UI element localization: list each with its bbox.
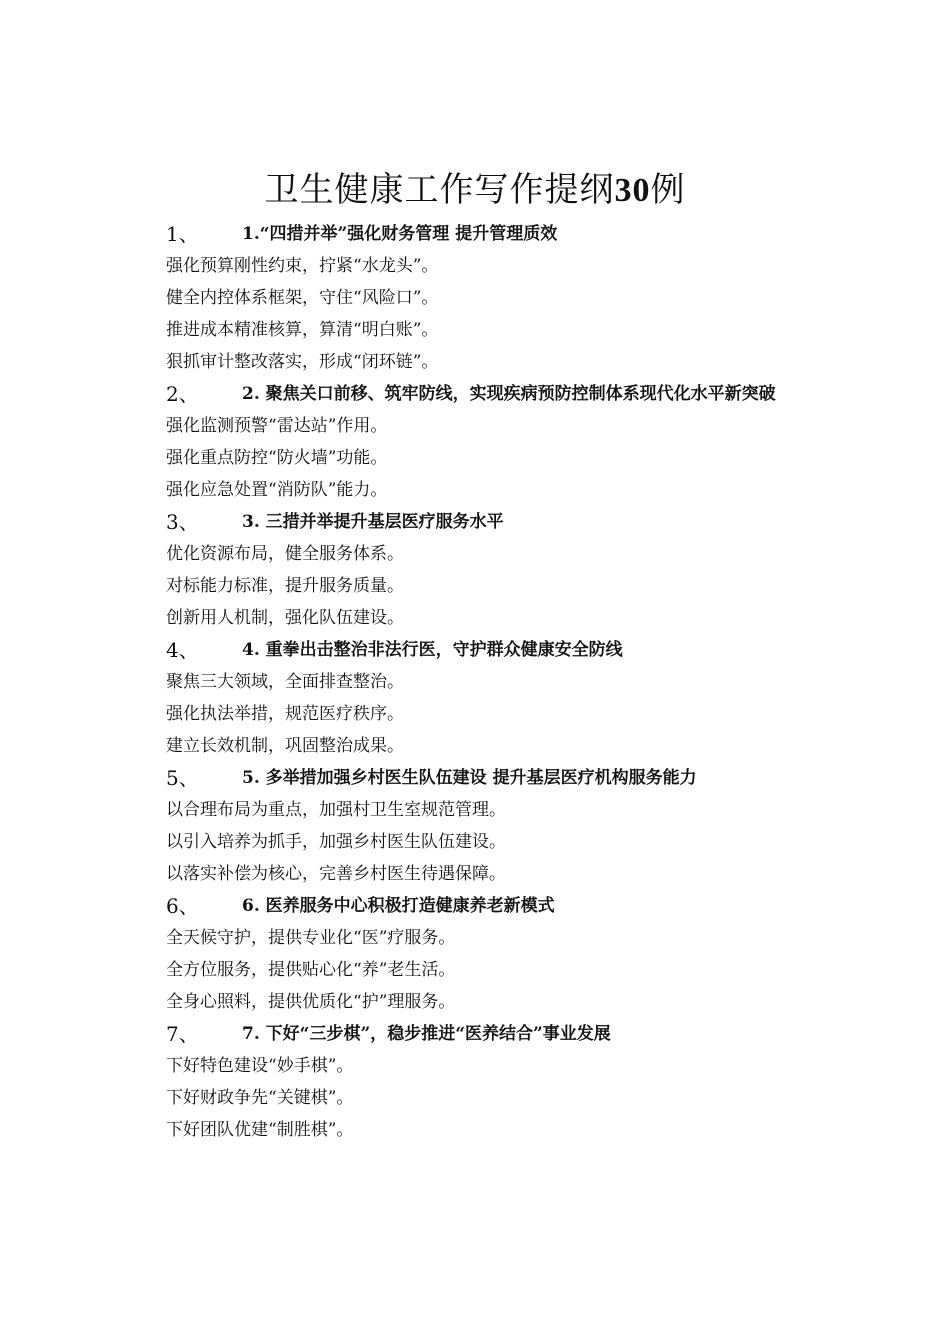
list-item: 强化监测预警“雷达站”作用。 — [166, 416, 388, 436]
outline-section-5 — [128, 762, 838, 890]
list-item: 强化应急处置“消防队”能力。 — [166, 480, 388, 500]
title-suffix: 例 — [650, 170, 686, 210]
section-heading-text: 1.“四措并举”强化财务管理 提升管理质效 — [242, 224, 558, 244]
list-item: 聚焦三大领域，全面排查整治。 — [166, 672, 404, 692]
title-number: 30 — [614, 172, 651, 209]
section-heading-text: 3. 三措并举提升基层医疗服务水平 — [242, 512, 504, 532]
list-item: 对标能力标准，提升服务质量。 — [166, 576, 404, 596]
section-heading — [128, 634, 838, 666]
section-index: 7、 — [166, 1022, 199, 1046]
document-title — [0, 168, 950, 213]
section-index: 5、 — [166, 766, 199, 790]
section-heading — [128, 1018, 838, 1050]
outline-section-6 — [128, 890, 838, 1018]
list-item: 下好财政争先“关键棋”。 — [166, 1088, 354, 1108]
section-heading — [128, 890, 838, 922]
section-heading-text: 2. 聚焦关口前移、筑牢防线，实现疾病预防控制体系现代化水平新突破 — [242, 384, 776, 404]
list-item: 建立长效机制，巩固整治成果。 — [166, 736, 404, 756]
outline-section-2 — [128, 378, 838, 506]
list-item: 强化执法举措，规范医疗秩序。 — [166, 704, 404, 724]
list-item: 强化预算刚性约束，拧紧“水龙头”。 — [166, 256, 439, 276]
section-heading — [128, 762, 838, 794]
section-index: 4、 — [166, 638, 199, 662]
outline-section-1 — [128, 218, 838, 378]
section-index: 2、 — [166, 382, 199, 406]
section-heading-text: 7. 下好“三步棋”，稳步推进“医养结合”事业发展 — [242, 1024, 611, 1044]
list-item: 全天候守护，提供专业化“医”疗服务。 — [166, 928, 456, 948]
list-item: 狠抓审计整改落实，形成“闭环链”。 — [166, 352, 439, 372]
list-item: 推进成本精准核算，算清“明白账”。 — [166, 320, 439, 340]
section-index: 3、 — [166, 510, 199, 534]
list-item: 优化资源布局，健全服务体系。 — [166, 544, 404, 564]
list-item: 下好特色建设“妙手棋”。 — [166, 1056, 354, 1076]
list-item: 以落实补偿为核心，完善乡村医生待遇保障。 — [166, 864, 506, 884]
list-item: 以引入培养为抓手，加强乡村医生队伍建设。 — [166, 832, 506, 852]
outline-section-4 — [128, 634, 838, 762]
list-item: 创新用人机制，强化队伍建设。 — [166, 608, 404, 628]
list-item: 强化重点防控“防火墙”功能。 — [166, 448, 388, 468]
section-heading — [128, 218, 838, 250]
section-heading-text: 4. 重拳出击整治非法行医，守护群众健康安全防线 — [242, 640, 623, 660]
section-index: 6、 — [166, 894, 199, 918]
outline-section-3 — [128, 506, 838, 634]
outline-section-7 — [128, 1018, 838, 1146]
outline-content — [128, 218, 838, 1146]
section-heading-text: 6. 医养服务中心积极打造健康养老新模式 — [242, 896, 555, 916]
title-prefix: 卫生健康工作写作提纲 — [264, 170, 615, 210]
section-index: 1、 — [166, 222, 199, 246]
list-item: 全方位服务，提供贴心化“养”老生活。 — [166, 960, 456, 980]
list-item: 下好团队优建“制胜棋”。 — [166, 1120, 354, 1140]
list-item: 全身心照料，提供优质化“护”理服务。 — [166, 992, 456, 1012]
section-heading-text: 5. 多举措加强乡村医生队伍建设 提升基层医疗机构服务能力 — [242, 768, 697, 788]
list-item: 以合理布局为重点，加强村卫生室规范管理。 — [166, 800, 506, 820]
section-heading — [128, 506, 838, 538]
list-item: 健全内控体系框架，守住“风险口”。 — [166, 288, 439, 308]
section-heading — [128, 378, 838, 410]
